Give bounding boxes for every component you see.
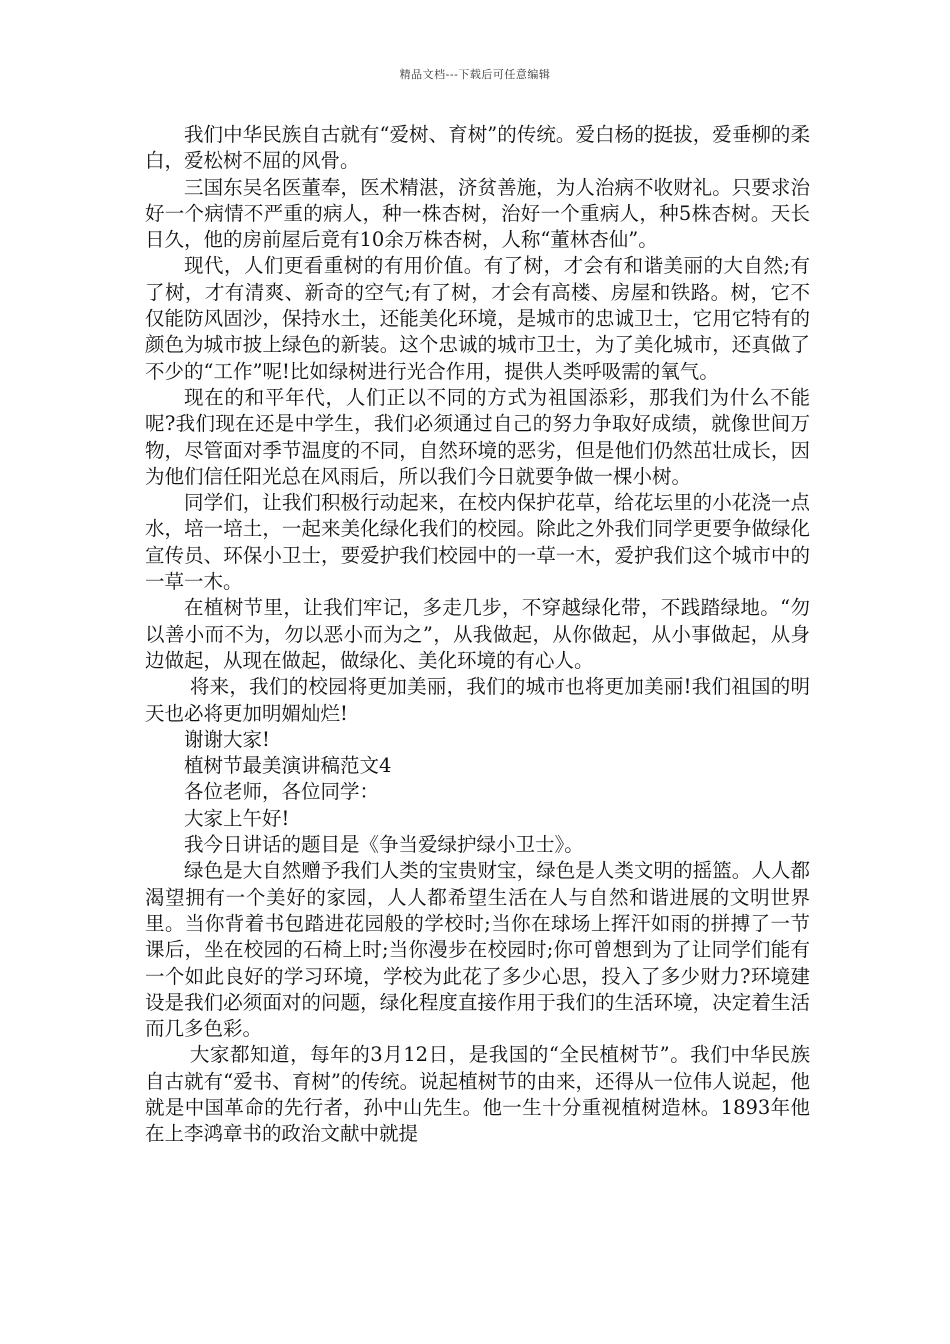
paragraph: 将来，我们的校园将更加美丽，我们的城市也将更加美丽!我们祖国的明天也必将更加明媚灿烂! xyxy=(145,675,810,725)
paragraph: 谢谢大家! xyxy=(184,727,270,751)
page-header: 精品文档---下载后可任意编辑 xyxy=(399,68,551,81)
section-title: 植树节最美演讲稿范文4 xyxy=(184,754,392,778)
paragraph: 我今日讲话的题目是《争当爱绿护绿小卫士》。 xyxy=(184,833,584,857)
greeting: 大家上午好! xyxy=(184,806,290,830)
paragraph: 同学们，让我们积极行动起来，在校内保护花草，给花坛里的小花浇一点水，培一培土，一起来美化绿化我们的校园。除此之外我们同学更要争做绿化宣传员、环保小卫士，要爱护我们校园中的一草一木，爱护我们这个城市中的一草一木。 xyxy=(145,491,810,594)
paragraph: 我们中华民族自古就有“爱树、育树”的传统。爱白杨的挺拔，爱垂柳的柔白，爱松树不屈的风骨。 xyxy=(145,123,810,173)
paragraph: 在植树节里，让我们牢记，多走几步，不穿越绿化带，不践踏绿地。“勿以善小而不为，勿以恶小而为之”，从我做起，从你做起，从小事做起，从身边做起，从现在做起，做绿化、美化环境的有心人。 xyxy=(145,596,810,672)
paragraph: 大家都知道，每年的3月12日，是我国的“全民植树节”。我们中华民族自古就有“爱书、育树”的传统。说起植树节的由来，还得从一位伟人说起，他就是中国革命的先行者，孙中山先生。他一生十分重视植树造林。1893年他在上李鸿章书的政治文献中就提 xyxy=(145,1043,810,1146)
paragraph: 三国东吴名医董奉，医术精湛，济贫善施，为人治病不收财礼。只要求治好一个病情不严重的病人，种一株杏树，治好一个重病人，种5株杏树。天长日久，他的房前屋后竟有10余万株杏树，人称“董林杏仙”。 xyxy=(145,175,810,252)
paragraph: 现代，人们更看重树的有用价值。有了树，才会有和谐美丽的大自然;有了树，才有清爽、新奇的空气;有了树，才会有高楼、房屋和铁路。树，它不仅能防风固沙，保持水土，还能美化环境，是城市的忠诚卫士，它用它特有的颜色为城市披上绿色的新装。这个忠诚的城市卫士，为了美化城市，还真做了不少的“工作”呢!比如绿树进行光合作用，提供人类呼吸需的氧气。 xyxy=(145,254,810,383)
paragraph: 现在的和平年代，人们正以不同的方式为祖国添彩，那我们为什么不能呢?我们现在还是中学生，我们必须通过自己的努力争取好成绩，就像世间万物，尽管面对季节温度的不同，自然环境的恶劣，但是他们仍然茁壮成长，因为他们信任阳光总在风雨后，所以我们今日就要争做一棵小树。 xyxy=(145,385,810,488)
salutation: 各位老师，各位同学： xyxy=(184,780,380,804)
paragraph: 绿色是大自然赠予我们人类的宝贵财宝，绿色是人类文明的摇篮。人人都渴望拥有一个美好的家园，人人都希望生活在人与自然和谐进展的文明世界里。当你背着书包踏进花园般的学校时;当你在球场上挥汗如雨的拼搏了一节课后，坐在校园的石椅上时;当你漫步在校园时;你可曾想到为了让同学们能有一个如此良好的学习环境，学校为此花了多少心思，投入了多少财力?环境建设是我们必须面对的问题，绿化程度直接作用于我们的生活环境，决定着生活而几多色彩。 xyxy=(145,859,810,1041)
document-body xyxy=(145,122,810,1148)
